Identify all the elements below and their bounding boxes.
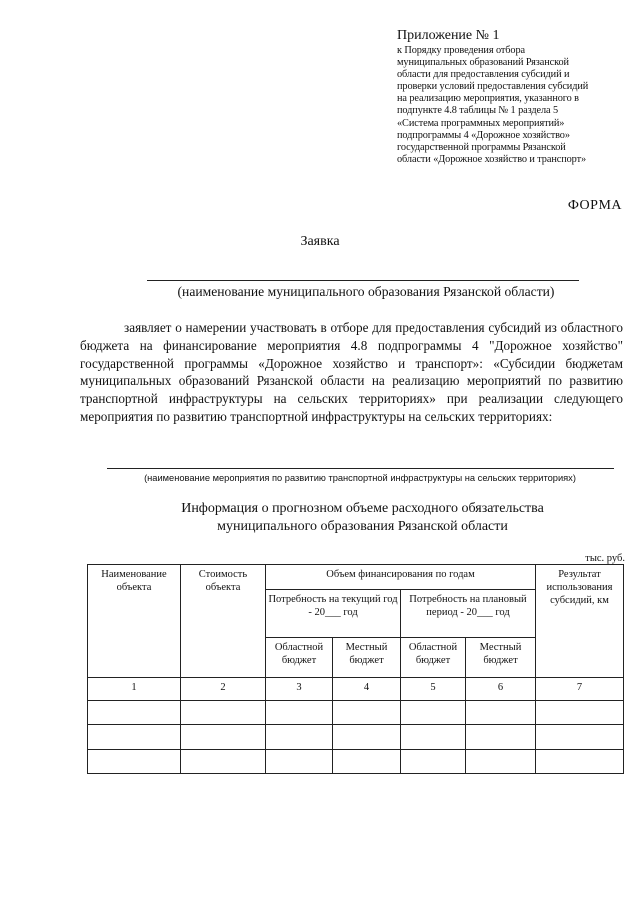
appendix-block bbox=[397, 28, 627, 166]
column-number: 5 bbox=[401, 678, 466, 701]
empty-cell[interactable] bbox=[333, 750, 401, 774]
appendix-line: проверки условий предоставления субсидий bbox=[397, 81, 589, 93]
municipality-fill-line bbox=[147, 280, 579, 281]
header-object-name: Наименование объекта bbox=[88, 565, 181, 678]
appendix-line: области «Дорожное хозяйство и транспорт» bbox=[397, 153, 587, 165]
appendix-line: подпрограммы 4 «Дорожное хозяйство» bbox=[397, 129, 570, 141]
appendix-line: подпункте 4.8 таблицы № 1 раздела 5 bbox=[397, 105, 559, 117]
empty-cell[interactable] bbox=[466, 701, 536, 725]
header-current-year: Потребность на текущий год - 20___ год bbox=[266, 590, 401, 638]
header-planned-period: Потребность на плановый период - 20___ год bbox=[401, 590, 536, 638]
table-row bbox=[88, 750, 624, 774]
header-local-budget: Местный бюджет bbox=[333, 638, 401, 678]
info-title-line: муниципального образования Рязанской области bbox=[217, 519, 508, 534]
application-text: заявляет о намерении участвовать в отборе для предоставления субсидий из областного бюджета на финансирование мероприятия 4.8 подпрограммы 4 "Дорожное хозяйство" государственной программы «Дорожное хозяйство и транспорт»: «Субсидии бюджетам муниципальных образований Рязанской области на реализацию мероприятий по развитию транспортной инфраструктуры на сельских территориях» при реализации следующего мероприятия по развитию транспортной инфраструктуры на сельских территориях: bbox=[80, 320, 623, 424]
empty-cell[interactable] bbox=[266, 725, 333, 750]
column-number: 2 bbox=[181, 678, 266, 701]
empty-cell[interactable] bbox=[401, 701, 466, 725]
appendix-line: государственной программы Рязанской bbox=[397, 141, 566, 153]
units-label: тыс. руб. bbox=[585, 553, 625, 564]
form-label: ФОРМА bbox=[567, 198, 622, 213]
header-local-budget: Местный бюджет bbox=[466, 638, 536, 678]
empty-cell[interactable] bbox=[536, 750, 624, 774]
appendix-lines bbox=[397, 45, 627, 166]
empty-cell[interactable] bbox=[88, 725, 181, 750]
empty-cell[interactable] bbox=[88, 701, 181, 725]
empty-cell[interactable] bbox=[266, 701, 333, 725]
info-title bbox=[100, 500, 625, 536]
empty-cell[interactable] bbox=[401, 750, 466, 774]
empty-cell[interactable] bbox=[536, 725, 624, 750]
header-object-cost: Стоимость объекта bbox=[181, 565, 266, 678]
appendix-line: области для предоставления субсидий и bbox=[397, 69, 570, 81]
table-row bbox=[88, 725, 624, 750]
header-regional-budget: Областной бюджет bbox=[401, 638, 466, 678]
empty-cell[interactable] bbox=[181, 750, 266, 774]
empty-cell[interactable] bbox=[401, 725, 466, 750]
column-number: 1 bbox=[88, 678, 181, 701]
empty-cell[interactable] bbox=[181, 701, 266, 725]
column-number: 7 bbox=[536, 678, 624, 701]
appendix-line: на реализацию мероприятия, указанного в bbox=[397, 93, 579, 105]
appendix-title: Приложение № 1 bbox=[397, 28, 500, 43]
empty-cell[interactable] bbox=[536, 701, 624, 725]
municipality-caption: (наименование муниципального образования Рязанской области) bbox=[177, 284, 555, 299]
column-number: 4 bbox=[333, 678, 401, 701]
application-paragraph bbox=[80, 319, 623, 426]
appendix-line: муниципальных образований Рязанской bbox=[397, 57, 569, 69]
empty-cell[interactable] bbox=[266, 750, 333, 774]
header-regional-budget: Областной бюджет bbox=[266, 638, 333, 678]
empty-cell[interactable] bbox=[181, 725, 266, 750]
activity-fill-line bbox=[107, 468, 614, 469]
info-title-line: Информация о прогнозном объеме расходного обязательства bbox=[181, 501, 544, 516]
document-title: Заявка bbox=[300, 234, 340, 249]
header-funding-by-years: Объем финансирования по годам bbox=[266, 565, 536, 590]
column-number: 3 bbox=[266, 678, 333, 701]
empty-cell[interactable] bbox=[333, 701, 401, 725]
funding-table bbox=[87, 564, 624, 774]
empty-cell[interactable] bbox=[466, 750, 536, 774]
appendix-line: к Порядку проведения отбора bbox=[397, 45, 525, 56]
appendix-line: «Система программных мероприятий» bbox=[397, 117, 565, 129]
empty-cell[interactable] bbox=[466, 725, 536, 750]
column-number: 6 bbox=[466, 678, 536, 701]
empty-cell[interactable] bbox=[333, 725, 401, 750]
empty-cell[interactable] bbox=[88, 750, 181, 774]
header-result: Результат использования субсидий, км bbox=[536, 565, 624, 678]
activity-caption: (наименование мероприятия по развитию транспортной инфраструктуры на сельских территориях) bbox=[144, 473, 576, 483]
table-row bbox=[88, 701, 624, 725]
